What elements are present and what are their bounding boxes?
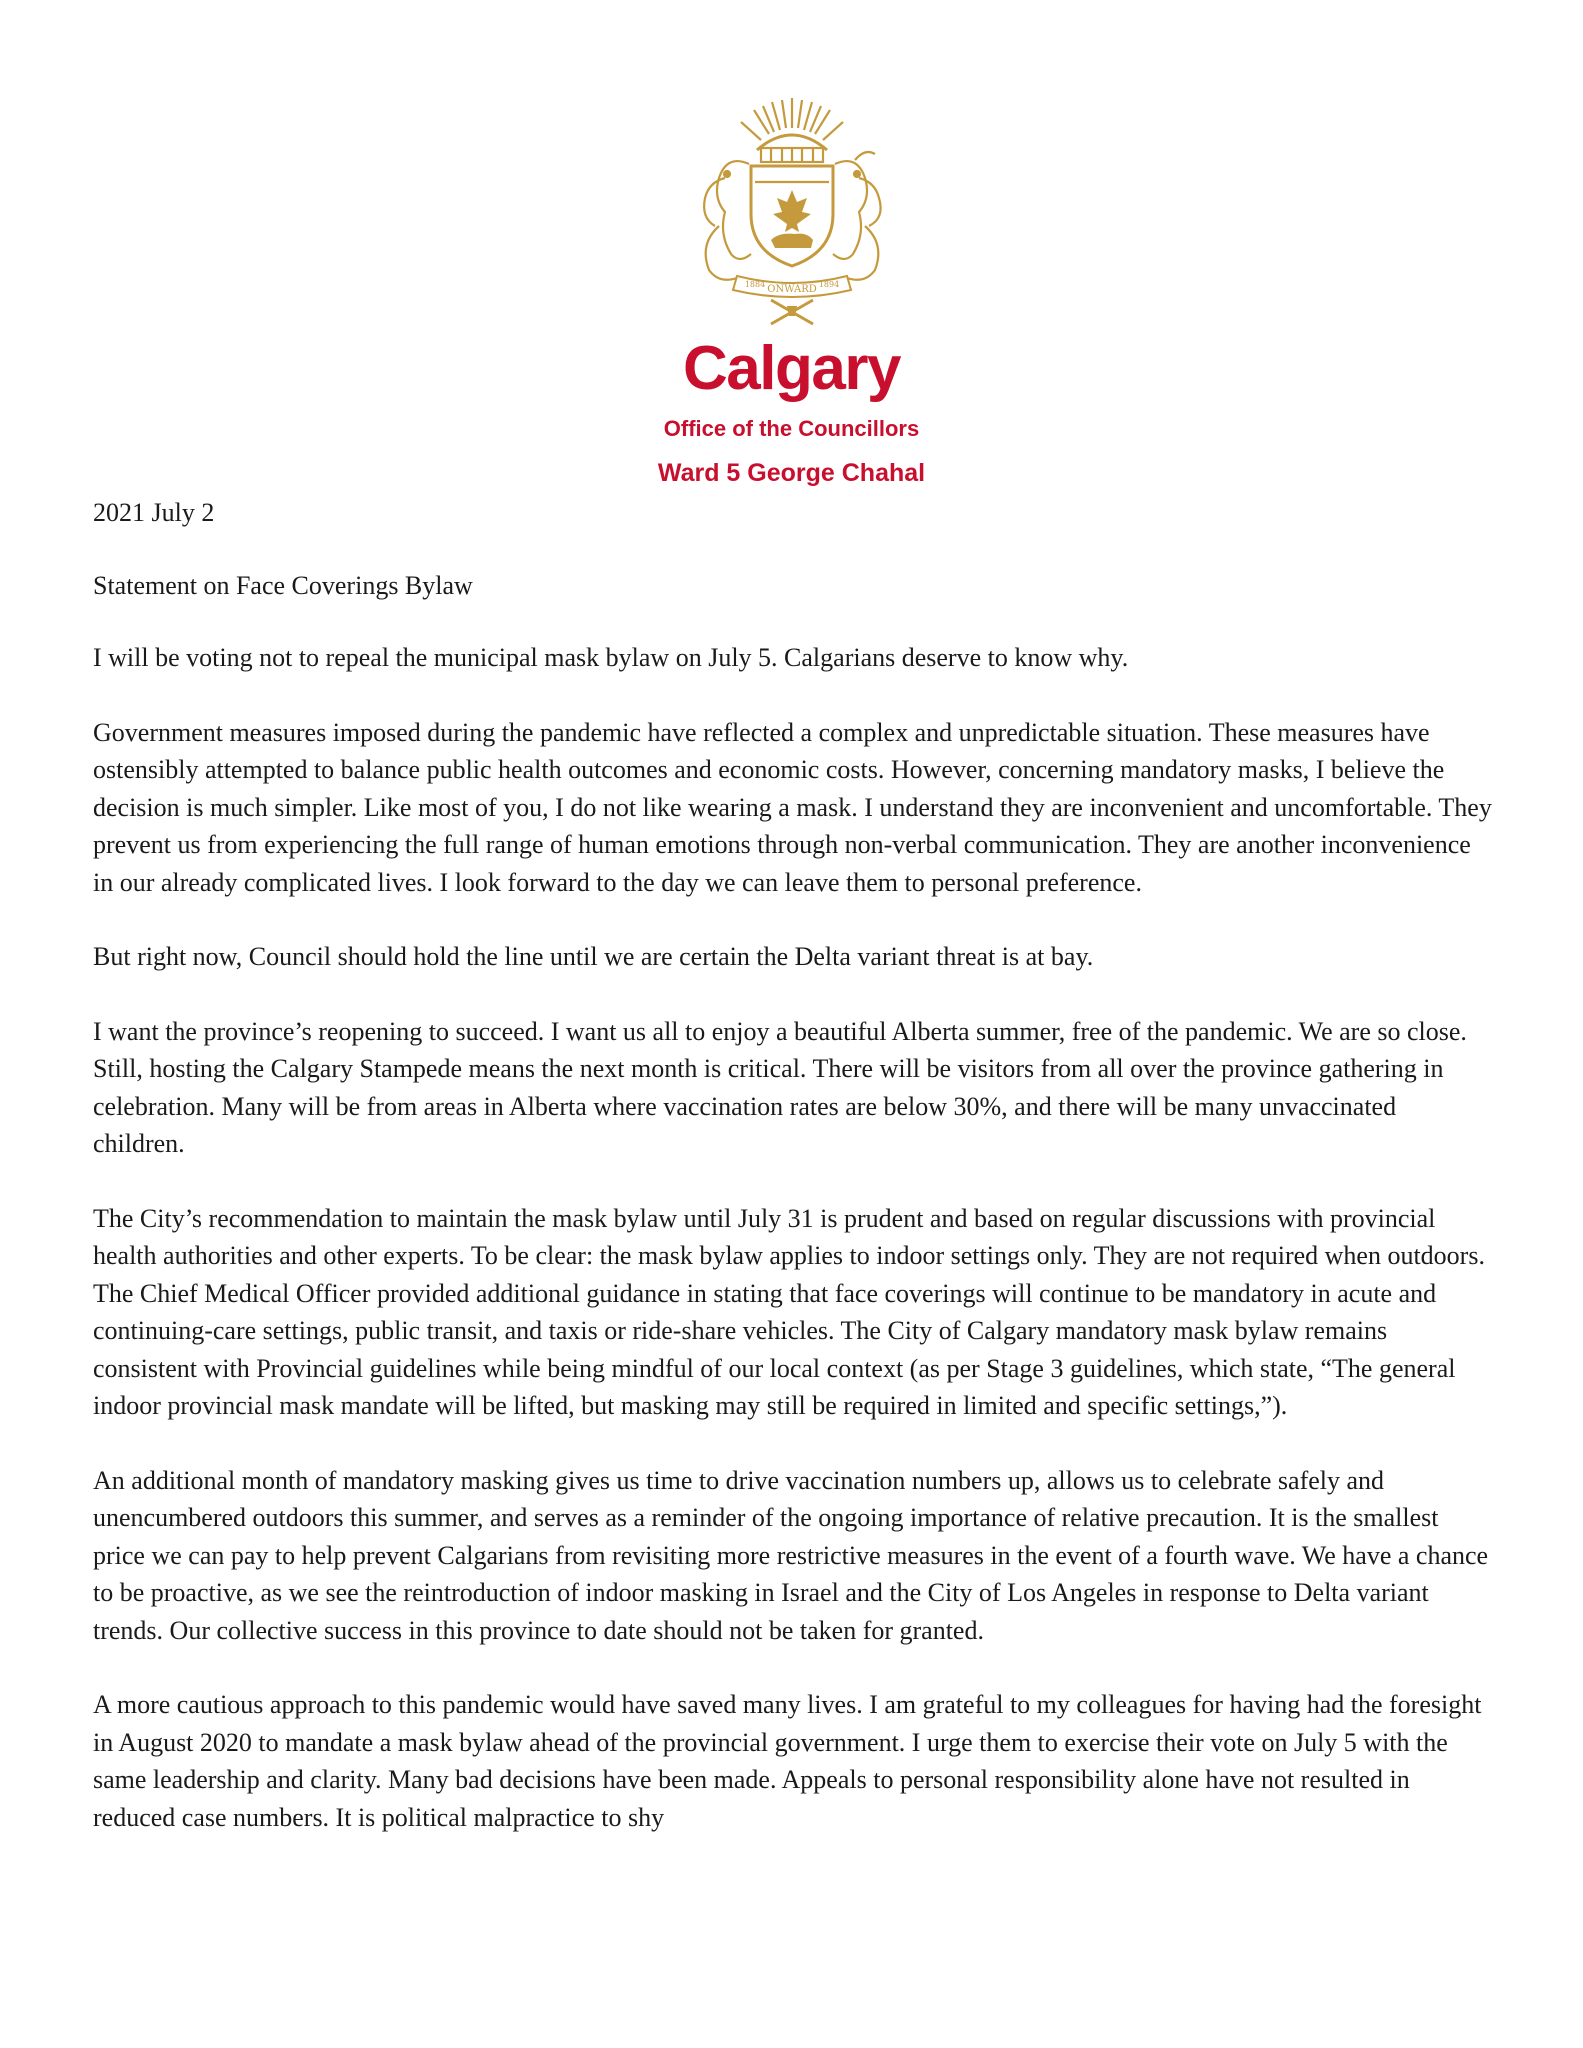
paragraph: A more cautious approach to this pandemic would have saved many lives. I am grateful to my colleagues for having had the foresight in August 2020 to mandate a mask bylaw ahead of the provincial government. I urge them to exercise their vote on July 5 with the same leadership and clarity. Many bad decisions have been made. Appeals to personal responsibility alone have not resulted in reduced case numbers. It is political malpractice to shy — [93, 1690, 1482, 1832]
office-name: Office of the Councillors — [663, 416, 920, 441]
city-name: Calgary — [683, 334, 900, 403]
crest-year-right: 1894 — [818, 280, 839, 289]
letterhead — [0, 94, 1583, 490]
paragraph: But right now, Council should hold the line until we are certain the Delta variant threat is at bay. — [93, 942, 1094, 971]
paragraph: The City’s recommendation to maintain the mask bylaw until July 31 is prudent and based on regular discussions with provincial health authorities and other experts. To be clear: the mask bylaw applies to indoor settings only. They are not required when outdoors. The Chief Medical Officer provided additional guidance in stating that face coverings will continue to be mandatory in acute and continuing-care settings, public transit, and taxis or ride-share vehicles. The City of Calgary mandatory mask bylaw remains consistent with Provincial guidelines while being mindful of our local context (as per Stage 3 guidelines, which state, “The general indoor provincial mask mandate will be lifted, but masking may still be required in limited and specific settings,”). — [93, 1203, 1485, 1420]
letter-body — [93, 494, 1493, 1873]
letter-subject: Statement on Face Coverings Bylaw — [93, 570, 473, 600]
paragraph: I want the province’s reopening to succeed. I want us all to enjoy a beautiful Alberta summer, free of the pandemic. We are so close. Still, hosting the Calgary Stampede means the next month is critical. There will be visitors from all over the province gathering in celebration. Many will be from areas in Alberta where vaccination rates are below 30%, and there will be many unvaccinated children. — [93, 1016, 1467, 1158]
letter-date: 2021 July 2 — [93, 498, 215, 527]
paragraph: I will be voting not to repeal the municipal mask bylaw on July 5. Calgarians deserve to know why. — [93, 643, 1129, 672]
city-crest-logo — [679, 94, 905, 326]
crest-year-left: 1884 — [744, 280, 765, 289]
ward-councillor: Ward 5 George Chahal — [657, 459, 926, 487]
paragraph: Government measures imposed during the pandemic have reflected a complex and unpredictable situation. These measures have ostensibly attempted to balance public health outcomes and economic costs. However, concerning mandatory masks, I believe the decision is much simpler. Like most of you, I do not like wearing a mask. I understand they are inconvenient and uncomfortable. They prevent us from experiencing the full range of human emotions through non-verbal communication. They are another inconvenience in our already complicated lives. I look forward to the day we can leave them to personal preference. — [93, 717, 1492, 897]
crest-motto: ONWARD — [766, 284, 817, 295]
paragraph: An additional month of mandatory masking gives us time to drive vaccination numbers up, allows us to celebrate safely and unencumbered outdoors this summer, and serves as a reminder of the ongoing importance of relative precaution. It is the smallest price we can pay to help prevent Calgarians from revisiting more restrictive measures in the event of a fourth wave. We have a chance to be proactive, as we see the reintroduction of indoor masking in Israel and the City of Los Angeles in response to Delta variant trends. Our collective success in this province to date should not be taken for granted. — [93, 1465, 1489, 1645]
